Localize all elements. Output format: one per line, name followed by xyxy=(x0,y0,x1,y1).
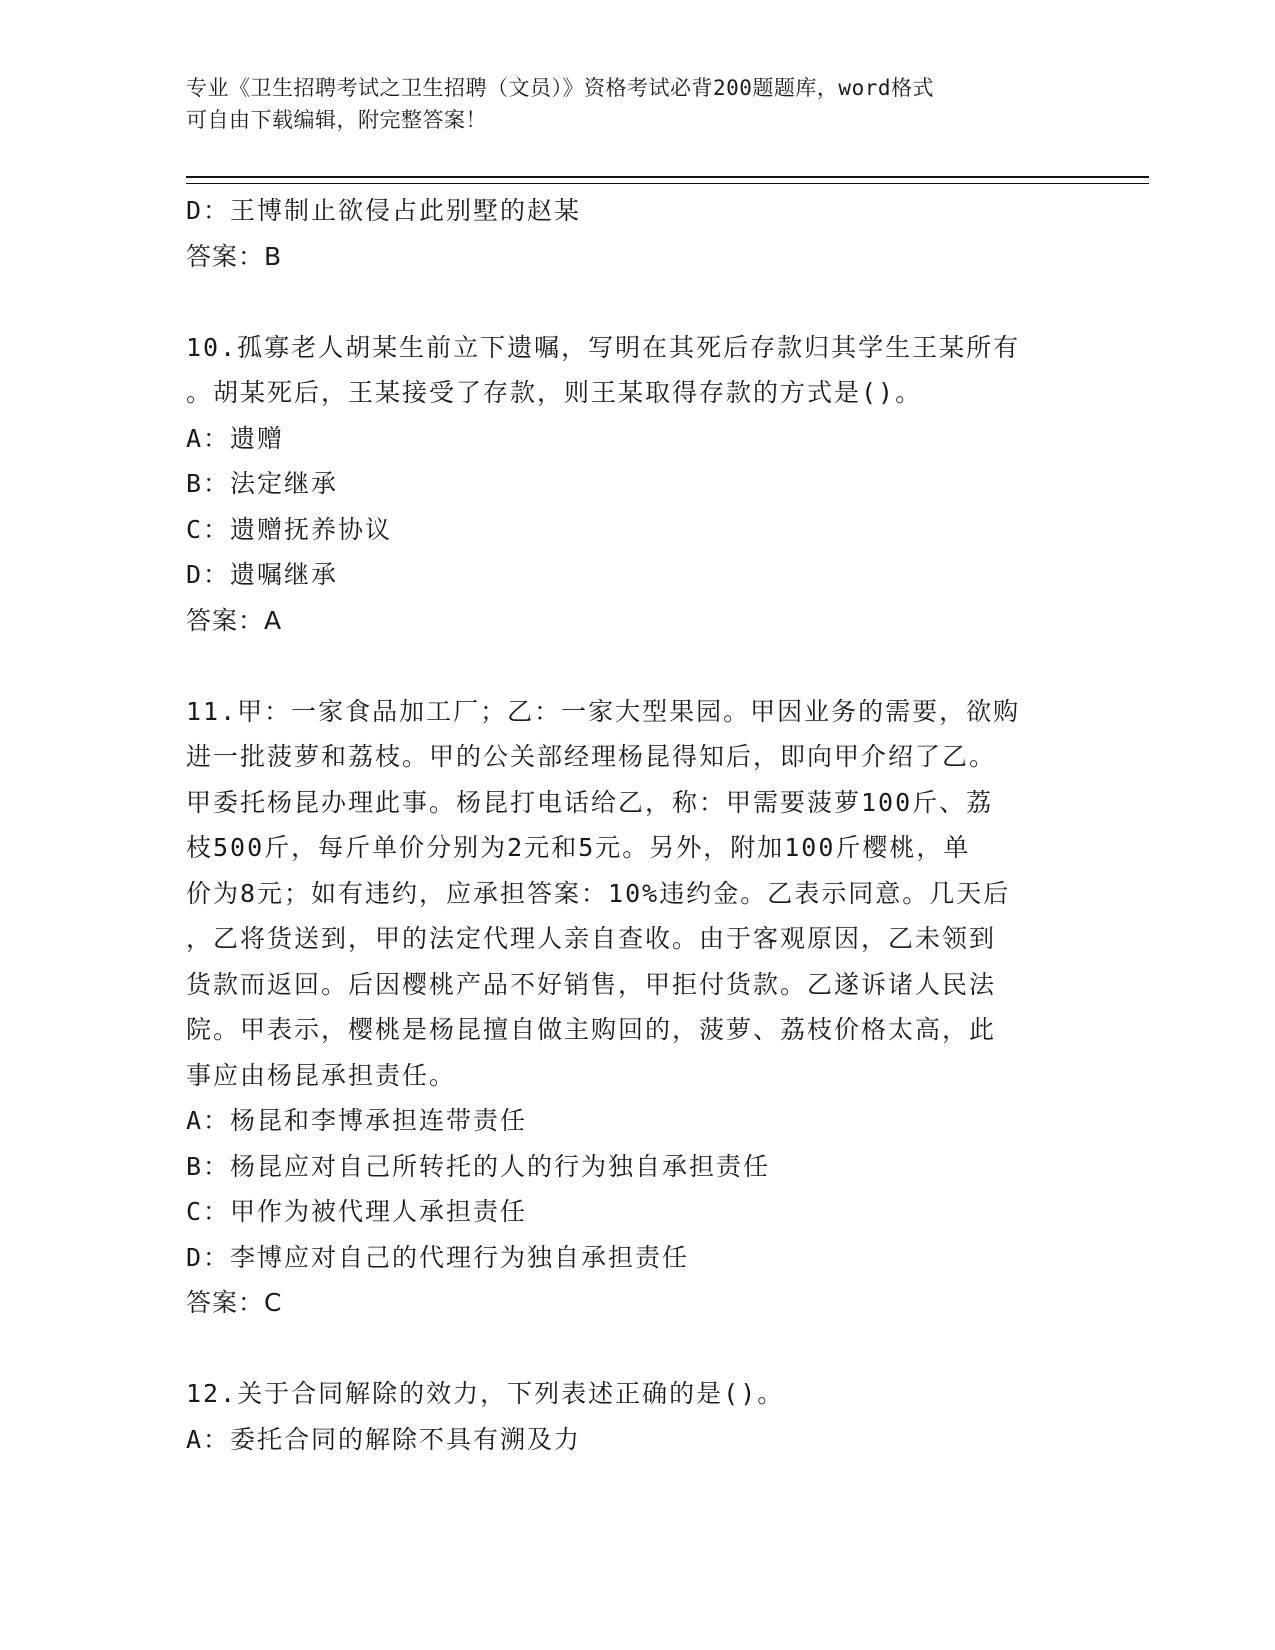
spacer xyxy=(186,279,1086,325)
question-stem-line: 进一批菠萝和荔枝。甲的公关部经理杨昆得知后，即向甲介绍了乙。 xyxy=(186,742,997,771)
header-divider xyxy=(186,176,1149,184)
header-line-1: 专业《卫生招聘考试之卫生招聘（文员）》资格考试必背200题题库，word格式 xyxy=(186,76,934,100)
question-list xyxy=(186,188,1086,1462)
option-a: A：遗赠 xyxy=(186,423,285,453)
option-d: D：遗嘱继承 xyxy=(186,560,339,589)
option-b: B：杨昆应对自己所转托的人的行为独自承担责任 xyxy=(186,1151,771,1181)
answer: 答案：B xyxy=(186,241,283,271)
header-line-2: 可自由下载编辑，附完整答案！ xyxy=(186,108,487,132)
question-stem-line: 枝500斤，每斤单价分别为2元和5元。另外，附加100斤樱桃，单 xyxy=(186,833,971,862)
question-stem-line: 甲委托杨昆办理此事。杨昆打电话给乙，称：甲需要菠萝100斤、荔 xyxy=(186,787,994,817)
question-stem-line: ，乙将货送到，甲的法定代理人亲自查收。由于客观原因，乙未领到 xyxy=(186,924,997,953)
question-12 xyxy=(186,1371,1086,1462)
option-c: C：甲作为被代理人承担责任 xyxy=(186,1197,528,1226)
option-d: D：王博制止欲侵占此别墅的赵某 xyxy=(186,196,582,225)
question-11 xyxy=(186,689,1086,1326)
option-c: C：遗赠抚养协议 xyxy=(186,514,393,544)
document-header xyxy=(186,72,1066,136)
question-stem-line: 11.甲：一家食品加工厂；乙：一家大型果园。甲因业务的需要，欲购 xyxy=(186,696,1021,726)
question-stem-line: 院。甲表示，樱桃是杨昆擅自做主购回的，菠萝、荔枝价格太高，此 xyxy=(186,1015,997,1044)
question-stem-line: 货款而返回。后因樱桃产品不好销售，甲拒付货款。乙遂诉诸人民法 xyxy=(186,969,997,999)
answer: 答案：C xyxy=(186,1288,283,1317)
question-stem-line: 价为8元；如有违约，应承担答案：10%违约金。乙表示同意。几天后 xyxy=(186,878,1011,908)
question-stem-line: 12.关于合同解除的效力，下列表述正确的是()。 xyxy=(186,1379,785,1408)
option-a: A：杨昆和李博承担连带责任 xyxy=(186,1106,528,1135)
question-10 xyxy=(186,325,1086,644)
spacer xyxy=(186,643,1086,689)
spacer xyxy=(186,1326,1086,1372)
option-b: B：法定继承 xyxy=(186,469,339,498)
option-d: D：李博应对自己的代理行为独自承担责任 xyxy=(186,1242,690,1272)
question-stem-line: 。胡某死后，王某接受了存款，则王某取得存款的方式是()。 xyxy=(186,378,923,407)
option-a: A：委托合同的解除不具有溯及力 xyxy=(186,1424,582,1454)
question-9-tail xyxy=(186,188,1086,279)
question-stem-line: 10.孤寡老人胡某生前立下遗嘱，写明在其死后存款归其学生王某所有 xyxy=(186,332,1021,362)
question-stem-line: 事应由杨昆承担责任。 xyxy=(186,1060,457,1090)
answer: 答案：A xyxy=(186,605,283,635)
